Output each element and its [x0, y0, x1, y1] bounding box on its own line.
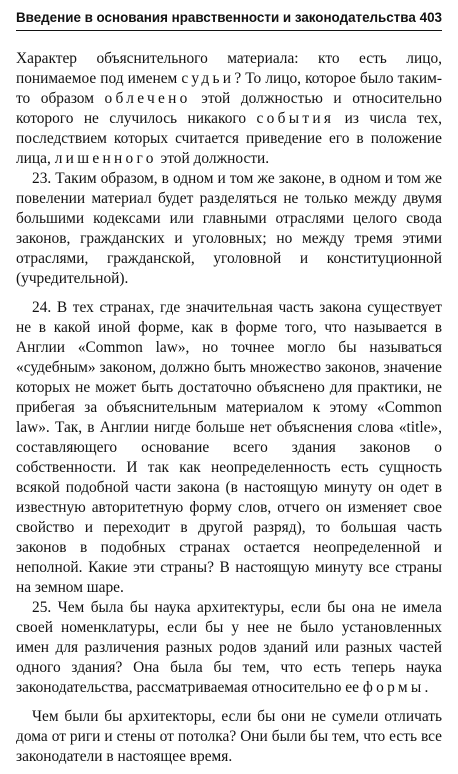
spaced-term-judge: судьи — [181, 70, 235, 87]
paragraph-25: 25. Чем была бы наука архитектуры, если бы она не имела своей номенклатуры, если бы у нее не было установленных имен для различения разных родов зданий или разных частей одного здания? Она была бы тем, что есть теперь наука законодательства, рассматриваемая относительно ее формы. — [16, 599, 442, 696]
page-body — [16, 49, 442, 767]
paragraph-24: 24. В тех странах, где значительная часть закона существует не в какой иной форме, как в форме того, что называется в Англии «Common law», но точнее могло бы называться «судебным» законом, должно быть множество законов, значение которых не может быть достаточно объяснено для практики, не прибегая за объяснительным материалом к этому «Common law». Так, в Англии нигде больше нет объяснения слова «title», составляющего основание всего здания законов о собственности. И так как неопределенность есть сущность всякой подобной части закона (в настоящую минуту он одет в известную авторитетную форму слов, отчего он изменяет свое свойство и переходит в другой разряд), то большая часть законов в подобных странах остается неопределенной и неполной. Какие эти страны? В настоящую минуту все страны на земном шаре. — [16, 299, 442, 596]
spaced-term-invested: облечено — [104, 90, 191, 107]
paragraph-continuation: Характер объяснительного материала: кто есть лицо, понимаемое под именем судьи? То лицо, которое было таким-то образом облечено этой должностью и относительно которого не случилось никакого события из числа тех, последствием которых считается приведение его в положение лица, лишенного этой должности. — [16, 50, 442, 167]
spaced-term-form: формы — [362, 679, 425, 696]
paragraph-architects: Чем были бы архитекторы, если бы они не сумели отличать дома от риги и стены от потолка? Они были бы тем, что есть все законодатели в настоящее время. — [16, 708, 442, 765]
paragraph-23: 23. Таким образом, в одном и том же законе, в одном и том же повелении материал будет разделяться не только между двумя большими кодексами или главными отраслями целого свода законов, гражданских и уголовных; но между тремя этими отраслями, гражданской, уголовной и конституционной (учредительной). — [16, 170, 442, 287]
running-head — [16, 10, 442, 31]
spaced-term-event: события — [256, 110, 335, 127]
page-number: 403 — [419, 10, 442, 25]
spaced-term-deprived: лишенного — [54, 150, 157, 167]
book-page — [16, 10, 442, 767]
running-head-title: Введение в основания нравственности и законодательства — [16, 10, 416, 25]
